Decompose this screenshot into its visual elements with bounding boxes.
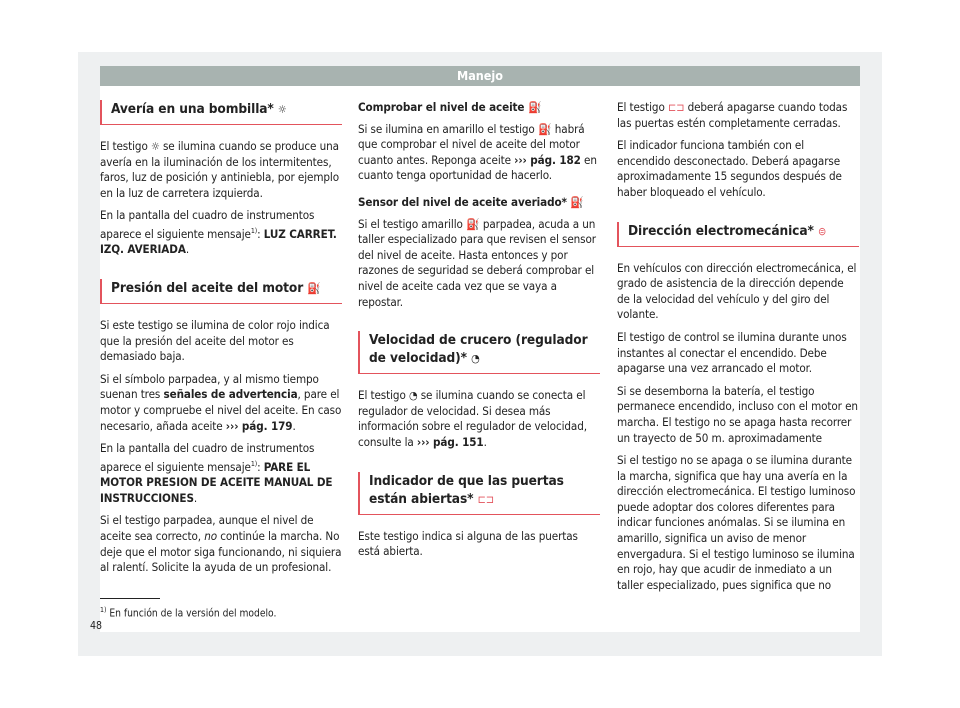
oil-can-icon: ⛽ <box>537 122 552 136</box>
column-right <box>617 100 859 600</box>
page-link[interactable]: ››› pág. 151 <box>416 434 484 449</box>
heading-cruise-control: Velocidad de crucero (regulador de velocidad)* ◔ <box>358 331 600 374</box>
paragraph: El testigo de control se ilumina durante unos instantes al conectar el encendido. Debe apagarse una vez arrancado el motor. <box>617 329 847 376</box>
paragraph: Si este testigo se ilumina de color rojo indica que la presión del aceite del motor es demasiado baja. <box>100 318 330 364</box>
oil-can-icon: ⛽ <box>466 217 480 231</box>
page-link[interactable]: ››› pág. 179 <box>225 418 293 433</box>
car-doors-icon: ⊏⊐ <box>477 492 494 506</box>
paragraph: Si el símbolo parpadea, y al mismo tiempo suenan tres señales de advertencia, pare el motor y compruebe el nivel del aceite. En caso necesario, añada aceite ››› pág. 179. <box>100 371 342 433</box>
paragraph: Este testigo indica si alguna de las puertas está abierta. <box>358 528 578 559</box>
car-doors-icon: ⊏⊐ <box>667 101 685 114</box>
heading-electromechanical-steering: Dirección electromecánica* ⊜ <box>617 222 859 247</box>
paragraph: En la pantalla del cuadro de instrumentos aparece el siguiente mensaje$^{1)}$: LUZ CARRET. IZQ. AVERIADA. <box>100 208 337 257</box>
oil-can-icon: ⛽ <box>307 282 321 296</box>
paragraph: Si el testigo no se apaga o se ilumina durante la marcha, significa que hay una avería en la dirección electromecánica. El testigo luminoso puede adoptar dos colores diferentes para indicar funciones anómalas. Si se ilumina en amarillo, significa un aviso de menor envergadura. Si el testigo luminoso se ilumina en rojo, hay que acudir de inmediato a un taller especializado, pues significa que no <box>617 453 856 592</box>
paragraph: El testigo ☼ se ilumina cuando se produce una avería en la iluminación de los intermitentes, faros, luz de posición y antiniebla, por ejemplo en la luz de carretera izquierda. <box>100 139 339 200</box>
paragraph: El indicador funciona también con el encendido desconectado. Deberá apagarse aproximadamente 15 segundos después de haber bloqueado el vehículo. <box>617 138 842 199</box>
column-middle <box>358 100 600 567</box>
paragraph: El testigo ◔ se ilumina cuando se conecta el regulador de velocidad. Si desea más información sobre el regulador de velocidad, consulte la ››› pág. 151. <box>358 388 587 449</box>
speedometer-icon: ◔ <box>471 352 480 366</box>
paragraph: El testigo ⊏⊐ deberá apagarse cuando todas las puertas estén completamente cerradas. <box>617 100 848 130</box>
paragraph: En vehículos con dirección electromecánica, el grado de asistencia de la dirección depende de la velocidad del vehículo y del giro del volante. <box>617 260 857 322</box>
oil-can-icon: ⛽ <box>527 101 542 114</box>
paragraph: Si se ilumina en amarillo el testigo ⛽ habrá que comprobar el nivel de aceite del motor cuanto antes. Reponga aceite ››› pág. 182 en cuanto tenga oportunidad de hacerlo. <box>358 121 597 183</box>
steering-wheel-icon: ⊜ <box>817 224 827 238</box>
heading-bulb-failure: Avería en una bombilla* ☼ <box>100 100 342 125</box>
page-number: 48 <box>90 620 103 632</box>
footnote-divider <box>100 598 160 599</box>
section-header: Manejo <box>100 66 860 86</box>
page-link[interactable]: ››› pág. 182 <box>514 152 581 167</box>
paragraph: Si se desemborna la batería, el testigo permanece encendido, incluso con el motor en marcha. El testigo no se apaga hasta recorrer un trayecto de 50 m. aproximadamente <box>617 383 858 445</box>
speedometer-icon: ◔ <box>408 389 418 403</box>
oil-can-icon: ⛽ <box>570 195 585 209</box>
manual-page <box>90 66 860 632</box>
paragraph: Si el testigo parpadea, aunque el nivel de aceite sea correcto, no continúe la marcha. No deje que el motor siga funcionando, ni siquiera al ralentí. Solicite la ayuda de un profesional. <box>100 513 342 575</box>
subheading-check-oil: Comprobar el nivel de aceite ⛽ <box>358 100 542 114</box>
subheading-oil-sensor: Sensor del nivel de aceite averiado* ⛽ <box>358 194 585 209</box>
column-left <box>100 100 342 583</box>
bulb-icon: ☼ <box>150 140 160 153</box>
heading-doors-open: Indicador de que las puertas están abiertas* ⊏⊐ <box>358 472 600 515</box>
paragraph: Si el testigo amarillo ⛽ parpadea, acuda a un taller especializado para que revisen el sensor del nivel de aceite. Hasta entonces y por razones de seguridad se deberá comprobar el nivel de aceite cada vez que se vaya a repostar. <box>358 216 596 309</box>
footnote: $^{1)}$ En función de la versión del modelo. <box>100 606 277 620</box>
paragraph: En la pantalla del cuadro de instrumentos aparece el siguiente mensaje$^{1)}$: PARE EL MOTOR PRESION DE ACEITE MANUAL DE INSTRUCCIONES. <box>100 441 333 505</box>
heading-oil-pressure: Presión del aceite del motor ⛽ <box>100 279 342 304</box>
bulb-icon: ☼ <box>277 103 287 116</box>
